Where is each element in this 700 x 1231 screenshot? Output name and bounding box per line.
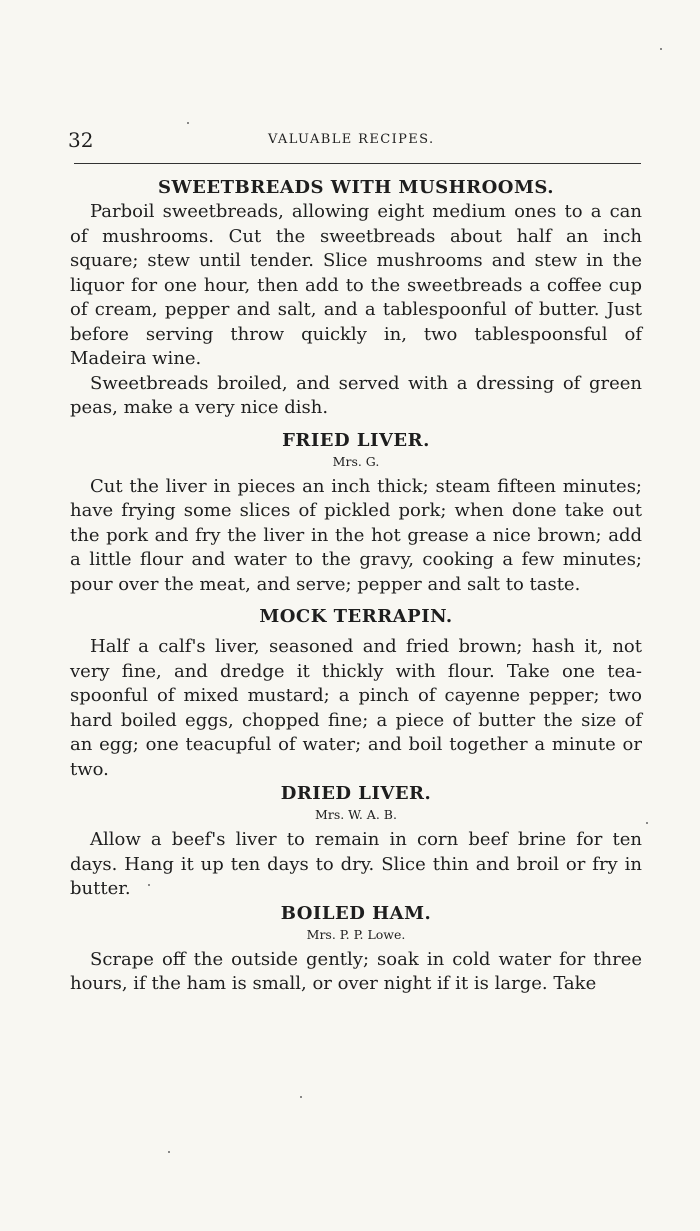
section-spacer: [70, 597, 642, 605]
section-spacer: [70, 421, 642, 429]
recipe-section: [70, 605, 642, 782]
page-number: 32: [68, 128, 94, 152]
recipe-section: [70, 902, 642, 997]
recipe-paragraph: Half a calf's liver, seasoned and fried brown; hash it, not very fine, and dredge it thickly with flour. Take one tea-spoonful of mixed mustard; a pinch of cayenne pepper; two hard boiled eggs, chopped fine; a piece of butter the size of an egg; one teacupful of water; and boil together a minute or two.: [70, 636, 642, 780]
recipe-paragraph: Sweetbreads broiled, and served with a dressing of green peas, make a very nice dish.: [70, 372, 642, 418]
header-rule: [74, 163, 641, 164]
recipe-text: [70, 176, 642, 997]
scan-speck: [187, 122, 189, 124]
recipe-paragraph: Scrape off the outside gently; soak in cold water for three hours, if the ham is small, or over night if it is large. Take: [70, 948, 642, 994]
recipe-section: [70, 176, 642, 421]
recipe-author: Mrs. W. A. B.: [315, 807, 397, 822]
recipe-paragraph: Allow a beef's liver to remain in corn beef brine for ten days. Hang it up ten days to dry. Slice thin and broil or fry in butter.: [70, 829, 642, 899]
recipe-title: FRIED LIVER.: [282, 429, 430, 451]
recipe-paragraph: Parboil sweetbreads, allowing eight medium ones to a can of mushrooms. Cut the sweetbreads about half an inch square; stew until tender. Slice mushrooms and stew in the liquor for one hour, then add to the sweetbreads a coffee cup of cream, pepper and salt, and a tablespoonful of butter. Just before serving throw quickly in, two tablespoonsful of Madeira wine.: [70, 201, 642, 369]
recipe-section: [70, 429, 642, 598]
page-header: [68, 128, 640, 152]
recipe-author: Mrs. G.: [332, 453, 380, 469]
recipe-author: Mrs. P. P. Lowe.: [306, 926, 406, 942]
recipe-title: MOCK TERRAPIN.: [259, 606, 453, 627]
running-title: VALUABLE RECIPES.: [268, 132, 435, 147]
recipe-paragraph: Cut the liver in pieces an inch thick; steam fifteen minutes; have frying some slices of pickled pork; when done take out the pork and fry the liver in the hot grease a nice brown; add a little flour and water to the gravy, cooking a few minutes; pour over the meat, and serve; pepper and salt to taste.: [70, 475, 642, 595]
recipe-title: BOILED HAM.: [280, 902, 432, 924]
recipe-title: SWEETBREADS WITH MUSHROOMS.: [157, 177, 555, 198]
scan-speck: [300, 1096, 302, 1098]
scan-speck: [660, 48, 662, 50]
scan-speck: [646, 822, 648, 824]
scan-speck: [168, 1151, 170, 1153]
recipe-title: DRIED LIVER.: [280, 783, 432, 804]
recipe-section: [70, 782, 642, 902]
